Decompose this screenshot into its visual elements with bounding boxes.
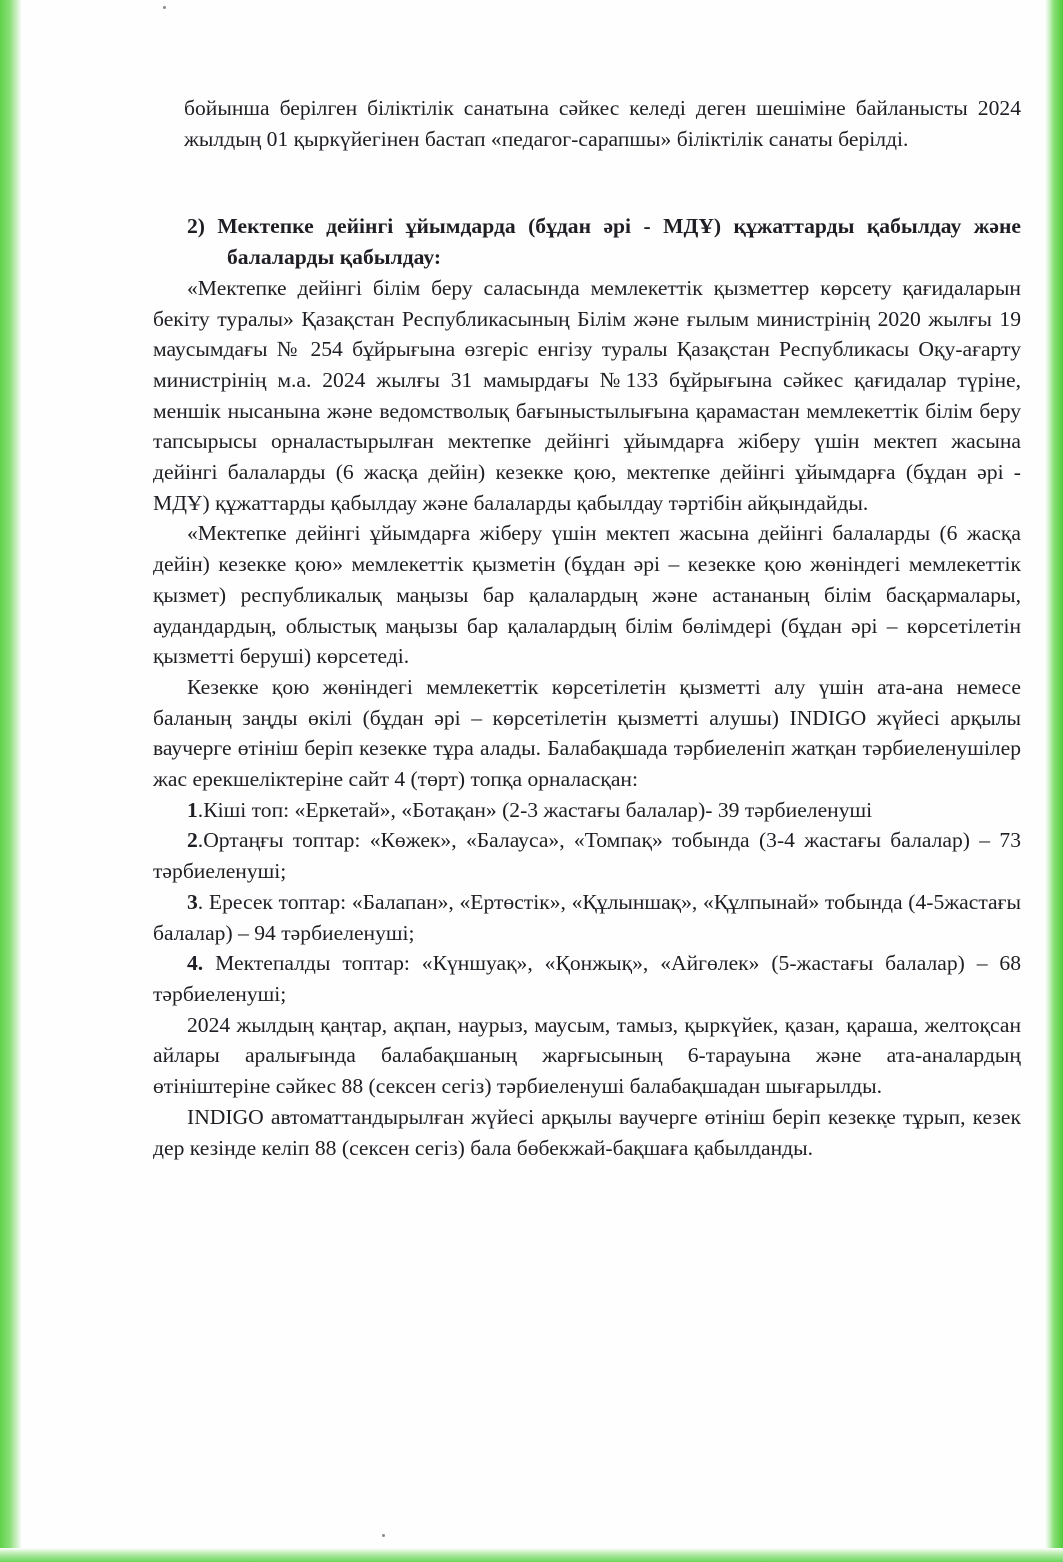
group-number: 4. [187, 951, 204, 976]
group-item [153, 948, 1021, 1009]
scan-speck [163, 6, 166, 9]
paragraph-queue: Кезекке қою жөніндегі мемлекеттік көрсетілетін қызметті алу үшін ата-ана немесе баланың заңды өкілі (бұдан әрі – көрсетілетін қызметті алушы) INDIGO жүйесі арқылы ваучерге өтініш беріп кезекке тұра алады. Балабақшада тәрбиеленіп жатқан тәрбиеленушілер жас ерекшеліктеріне сайт 4 (төрт) топқа орналасқан: [153, 674, 1021, 792]
scan-edge-right [1045, 0, 1063, 1562]
group-item [153, 887, 1021, 948]
group-number: 2 [187, 828, 198, 853]
group-item [153, 825, 1021, 886]
group-number: 3 [187, 889, 198, 914]
scan-edge-left [0, 0, 22, 1562]
group-item [153, 795, 1021, 826]
scan-speck [382, 1534, 385, 1537]
group-text: .Ортаңғы топтар: «Көжек», «Балауса», «Томпақ» тобында (3-4 жастағы балалар) – 73 тәрбиеленуші; [153, 828, 1021, 884]
paragraph-admitted: INDIGO автоматтандырылған жүйесі арқылы ваучерге өтініш беріп кезекке тұрып, кезек дер кезінде келіп 88 (сексен сегіз) бала бөбекжай-бақшаға қабылданды. [153, 1104, 1021, 1160]
section-heading: 2) Мектепке дейінгі ұйымдарда (бұдан әрі - МДҰ) құжаттарды қабылдау және балаларды қабылдау: [187, 214, 1021, 270]
group-text: Мектепалды топтар: «Күншуақ», «Қонжық», «Айгөлек» (5-жастағы балалар) – 68 тәрбиеленуші; [153, 951, 1021, 1006]
scan-edge-bottom [0, 1548, 1063, 1562]
paragraph-dismissed: 2024 жылдың қаңтар, ақпан, наурыз, маусым, тамыз, қыркүйек, қазан, қараша, желтоқсан айлары аралығында балабақшаның жарғысының 6-тарауына және ата-аналардың өтініштеріне сәйкес 88 (сексен сегіз) тәрбиеленуші балабақшадан шығарылды. [153, 1012, 1021, 1099]
paragraph-service: «Мектепке дейінгі ұйымдарға жіберу үшін мектеп жасына дейінгі балаларды (6 жасқа дейін) кезекке қою» мемлекеттік қызметін (бұдан әрі – кезекке қою жөніндегі мемлекеттік қызмет) республикалық маңызы бар қалалардың және астананың білім басқармалары, аудандардың, облыстық маңызы бар қалалардың білім бөлімдері (бұдан әрі – көрсетілетін қызметті беруші) көрсетеді. [153, 521, 1021, 669]
intro-paragraph: бойынша берілген біліктілік санатына сәйкес келеді деген шешіміне байланысты 2024 жылдың 01 қыркүйегінен бастап «педагог-сарапшы» біліктілік санаты берілді. [184, 96, 1021, 151]
document-page [153, 93, 1021, 1163]
group-number: 1 [187, 797, 198, 822]
group-text: .Кіші топ: «Еркетай», «Ботақан» (2-3 жастағы балалар)- 39 тәрбиеленуші [197, 797, 873, 822]
group-text: . Ересек топтар: «Балапан», «Ертөстік», «Құлыншақ», «Құлпынай» тобында (4-5жастағы балалар) – 94 тәрбиеленуші; [153, 889, 1021, 945]
paragraph-rules: «Мектепке дейінгі білім беру саласында мемлекеттік қызметтер көрсету қағидаларын бекіту туралы» Қазақстан Республикасының Білім және ғылым министрінің 2020 жылғы 19 маусымдағы № 254 бұйрығына өзгеріс енгізу туралы Қазақстан Республикасы Оқу-ағарту министрінің м.а. 2024 жылғы 31 мамырдағы №133 бұйрығына сәйкес қағидалар түріне, меншік нысанына және ведомстволық бағыныстылығына қарамастан мемлекеттік білім беру тапсырысы орналастырылған мектепке дейінгі ұйымдарға жіберу үшін мектеп жасына дейінгі балаларды (6 жасқа дейін) кезекке қою, мектепке дейінгі ұйымдарға (бұдан әрі - МДҰ) құжаттарды қабылдау және балаларды қабылдау тәртібін айқындайды. [153, 275, 1021, 515]
